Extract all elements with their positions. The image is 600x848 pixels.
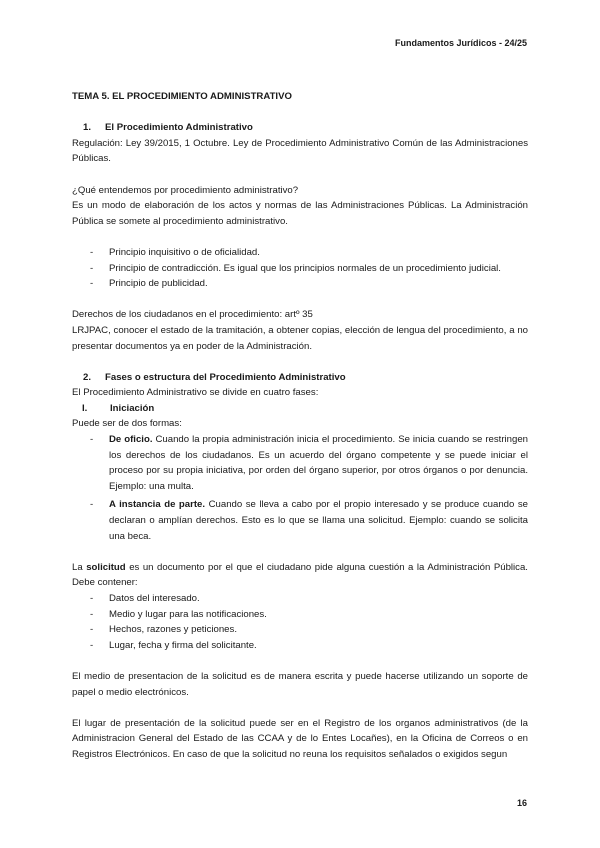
phase-number: I. — [82, 402, 88, 414]
forms-intro: Puede ser de dos formas: — [72, 418, 182, 430]
section-2-heading — [72, 370, 528, 386]
list-item: - Principio de publicidad. — [90, 278, 208, 290]
list-item: - Datos del interesado. — [90, 593, 200, 604]
lugar-paragraph: El lugar de presentación de la solicitud puede ser en el Registro de los organos administrativos (de la Administracion General del Estado de las CCAA y de lo Entes Locañes), en la Oficina de Correos o en Registros Electrónicos. En caso de que la solicitud no reuna los requisitos señalados o exigidos segun — [72, 717, 528, 760]
list-item: - Principio de contradicción. Es igual que los principios normales de un procedimiento judicial. — [90, 262, 501, 274]
list-item: - Medio y lugar para las notificaciones. — [90, 608, 267, 620]
list-item: - Hechos, razones y peticiones. — [90, 624, 237, 636]
running-header: Fundamentos Jurídicos - 24/25 — [394, 38, 527, 48]
list-item: - A instancia de parte. Cuando se lleva a cabo por el propio interesado y se produce cuando se declaran o amplían derechos. Esto es lo que se llama una solicitud. Ejemplo: cuando se solicita una beca. — [90, 499, 528, 542]
forms-list — [72, 432, 528, 544]
medio-paragraph: El medio de presentacion de la solicitud es de manera escrita y puede hacerse utilizando un soporte de papel o medio electrónicos. — [72, 670, 528, 698]
form-text: Cuando la propia administración inicia el procedimiento. Se inicia cuando se restringen los derechos de los ciudadanos. Es un acuerdo del órgano competente y se puede iniciar el proceso por su propia iniciativa, por orden del órgano superior, por otros órganos o por denuncia. Ejemplo: una multa. — [109, 434, 528, 492]
form-text: Cuando se lleva a cabo por el propio interesado y se produce cuando se declaran o amplían derechos. Esto es lo que se llama una solicitud. Ejemplo: cuando se solicita una beca. — [109, 499, 528, 542]
topic-title: TEMA 5. EL PROCEDIMIENTO ADMINISTRATIVO — [72, 91, 292, 102]
phase-title: Iniciación — [110, 402, 155, 414]
section-1-heading — [72, 120, 528, 136]
form-label: A instancia de parte. — [109, 499, 206, 511]
definition-paragraph: Es un modo de elaboración de los actos y normas de las Administraciones Públicas. La Administración Pública se somete al procedimiento administrativo. — [72, 200, 528, 227]
solicitud-term: solicitud — [86, 561, 126, 573]
form-label: De oficio. — [109, 434, 153, 446]
section-title: El Procedimiento Administrativo — [105, 122, 253, 134]
phase-1-heading — [72, 401, 528, 417]
section-number: 1. — [82, 122, 91, 134]
list-item: - De oficio. Cuando la propia administración inicia el procedimiento. Se inicia cuando se restringen los derechos de los ciudadanos. Es un acuerdo del órgano competente y se puede iniciar el proceso por su propia iniciativa, por orden del órgano superior, por otros órganos o por denuncia. Ejemplo: una multa. — [90, 434, 528, 492]
list-item: - Lugar, fecha y firma del solicitante. — [90, 639, 257, 651]
list-item: - Principio inquisitivo o de oficialidad. — [90, 246, 260, 258]
rights-title: Derechos de los ciudadanos en el procedimiento: artº 35 — [72, 309, 313, 321]
phases-intro: El Procedimiento Administrativo se divide en cuatro fases: — [72, 387, 319, 399]
rights-paragraph: LRJPAC, conocer el estado de la tramitación, a obtener copias, elección de lengua del procedimiento, a no presentar documentos ya en poder de la Administración. — [72, 324, 528, 352]
solicitud-contents-list — [72, 591, 528, 653]
question-line: ¿Qué entendemos por procedimiento administrativo? — [72, 184, 299, 196]
section-number: 2. — [82, 371, 91, 383]
regulation-paragraph: Regulación: Ley 39/2015, 1 Octubre. Ley de Procedimiento Administrativo Común de las Administraciones Públicas. — [72, 137, 528, 165]
principles-list — [72, 245, 528, 292]
page-number: 16 — [516, 798, 527, 808]
page-content — [72, 89, 528, 763]
section-title: Fases o estructura del Procedimiento Administrativo — [105, 371, 346, 383]
solicitud-paragraph: La solicitud es un documento por el que el ciudadano pide alguna cuestión a la Administración Pública. Debe contener: — [72, 561, 528, 589]
